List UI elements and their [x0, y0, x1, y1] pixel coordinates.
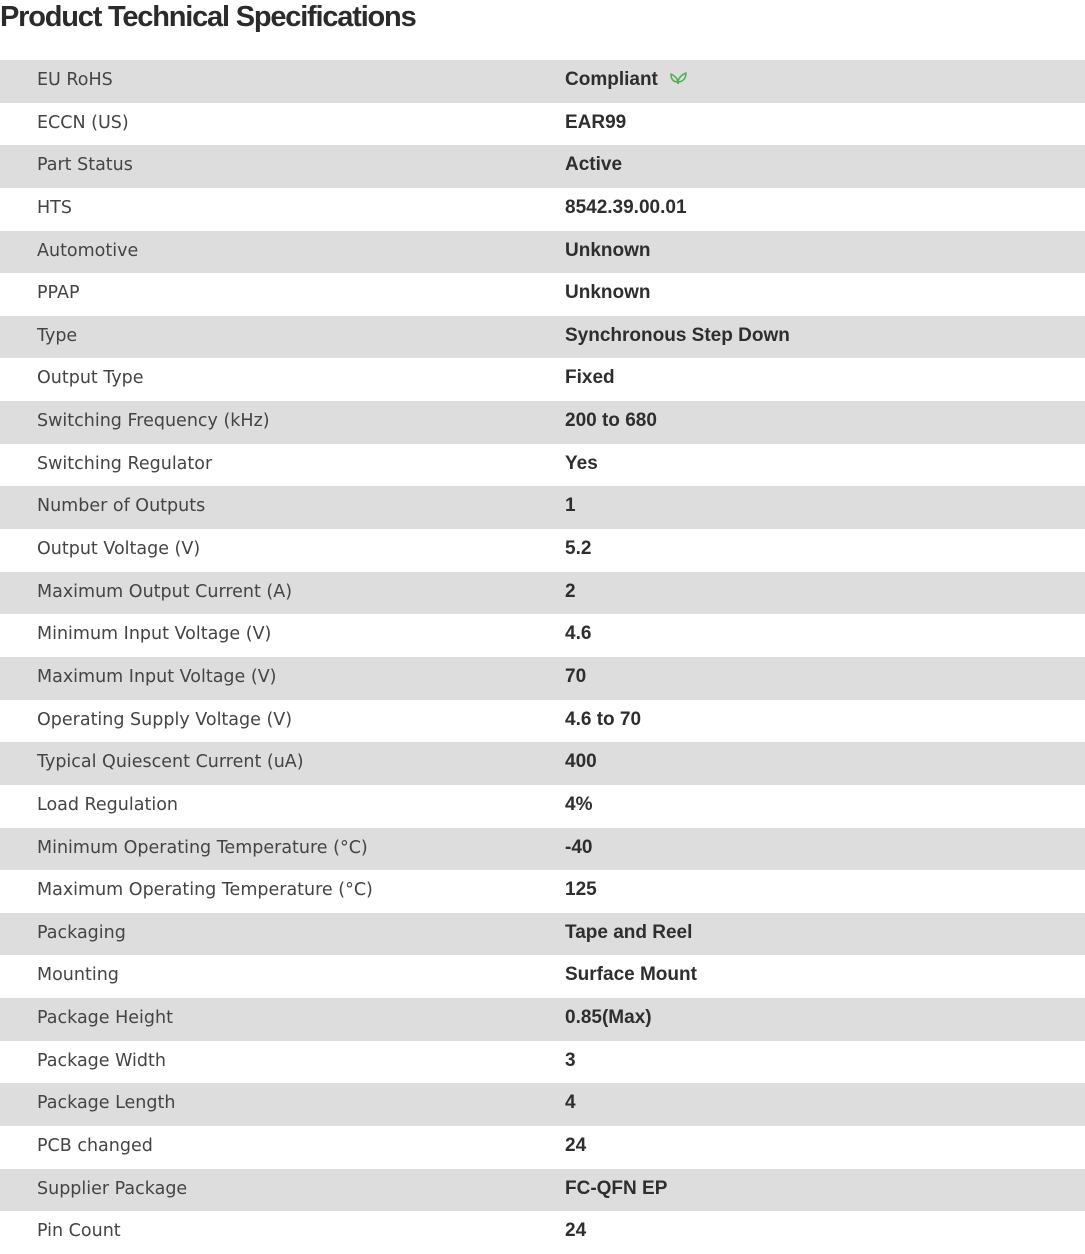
spec-label: HTS	[37, 197, 72, 218]
spec-label: Pin Count	[37, 1221, 121, 1242]
spec-value: 4.6 to 70	[565, 708, 642, 730]
spec-label: Package Width	[37, 1050, 166, 1071]
spec-row	[0, 1169, 1085, 1212]
spec-value: 70	[565, 665, 587, 687]
spec-row	[0, 828, 1085, 871]
spec-label: Type	[37, 325, 78, 346]
spec-row	[0, 998, 1085, 1041]
spec-value: 24	[565, 1220, 587, 1242]
spec-value: 8542.39.00.01	[565, 196, 687, 218]
spec-label: Supplier Package	[37, 1178, 188, 1199]
spec-row	[0, 401, 1085, 444]
spec-label: Part Status	[37, 155, 133, 176]
spec-value: 4	[565, 1092, 576, 1114]
spec-label: Minimum Operating Temperature (°C)	[37, 837, 368, 858]
spec-row	[0, 955, 1085, 998]
spec-value: 400	[565, 751, 597, 773]
spec-row	[0, 572, 1085, 615]
spec-label: Maximum Input Voltage (V)	[37, 666, 277, 687]
spec-row	[0, 1211, 1085, 1254]
spec-label: Automotive	[37, 240, 139, 261]
spec-row	[0, 614, 1085, 657]
spec-value: Surface Mount	[565, 964, 697, 986]
spec-label: Minimum Input Voltage (V)	[37, 624, 272, 645]
spec-value: -40	[565, 836, 593, 858]
spec-value: 2	[565, 580, 576, 602]
spec-row	[0, 700, 1085, 743]
spec-label: PCB changed	[37, 1136, 153, 1157]
spec-value: 4.6	[565, 623, 592, 645]
leaf-icon	[668, 71, 688, 85]
spec-value: 24	[565, 1135, 587, 1157]
spec-label: Maximum Operating Temperature (°C)	[37, 880, 373, 901]
spec-label: PPAP	[37, 283, 80, 304]
spec-row	[0, 870, 1085, 913]
spec-value: EAR99	[565, 111, 627, 133]
spec-label: Output Type	[37, 368, 144, 389]
spec-label: ECCN (US)	[37, 112, 129, 133]
spec-value: Tape and Reel	[565, 921, 693, 943]
spec-row	[0, 188, 1085, 231]
spec-row	[0, 60, 1085, 103]
spec-row	[0, 742, 1085, 785]
spec-label: Operating Supply Voltage (V)	[37, 709, 293, 730]
spec-row	[0, 444, 1085, 487]
spec-row	[0, 657, 1085, 700]
spec-label: Package Length	[37, 1093, 176, 1114]
spec-row	[0, 316, 1085, 359]
spec-row	[0, 785, 1085, 828]
spec-value: Synchronous Step Down	[565, 324, 790, 346]
spec-value: 4%	[565, 793, 593, 815]
spec-value: 200 to 680	[565, 410, 657, 432]
spec-value: 5.2	[565, 538, 592, 560]
spec-label: Switching Frequency (kHz)	[37, 411, 270, 432]
spec-row	[0, 103, 1085, 146]
spec-row	[0, 358, 1085, 401]
spec-row	[0, 145, 1085, 188]
spec-row	[0, 273, 1085, 316]
spec-row	[0, 231, 1085, 274]
spec-value: 0.85(Max)	[565, 1007, 652, 1029]
spec-label: Output Voltage (V)	[37, 539, 201, 560]
spec-row	[0, 486, 1085, 529]
spec-label: Mounting	[37, 965, 119, 986]
spec-value-text: Compliant	[565, 69, 658, 90]
spec-row	[0, 1126, 1085, 1169]
spec-value: Yes	[565, 452, 598, 474]
spec-value: 125	[565, 879, 597, 901]
spec-label: Number of Outputs	[37, 496, 206, 517]
spec-table	[0, 60, 1085, 1254]
spec-value: 1	[565, 495, 576, 517]
spec-value: Unknown	[565, 239, 651, 261]
spec-row	[0, 913, 1085, 956]
spec-value: FC-QFN EP	[565, 1177, 668, 1199]
spec-value: Unknown	[565, 282, 651, 304]
page-title: Product Technical Specifications	[0, 1, 416, 33]
spec-label: Package Height	[37, 1008, 173, 1029]
spec-value: Active	[565, 154, 623, 176]
spec-label: Packaging	[37, 922, 126, 943]
spec-value: 3	[565, 1049, 576, 1071]
spec-row	[0, 1041, 1085, 1084]
spec-label: Maximum Output Current (A)	[37, 581, 293, 602]
spec-row	[0, 1083, 1085, 1126]
spec-row	[0, 529, 1085, 572]
spec-label: Switching Regulator	[37, 453, 213, 474]
spec-label: Load Regulation	[37, 794, 178, 815]
spec-value	[565, 60, 688, 100]
spec-label: Typical Quiescent Current (uA)	[37, 752, 304, 773]
spec-label: EU RoHS	[37, 70, 113, 90]
spec-value: Fixed	[565, 367, 615, 389]
